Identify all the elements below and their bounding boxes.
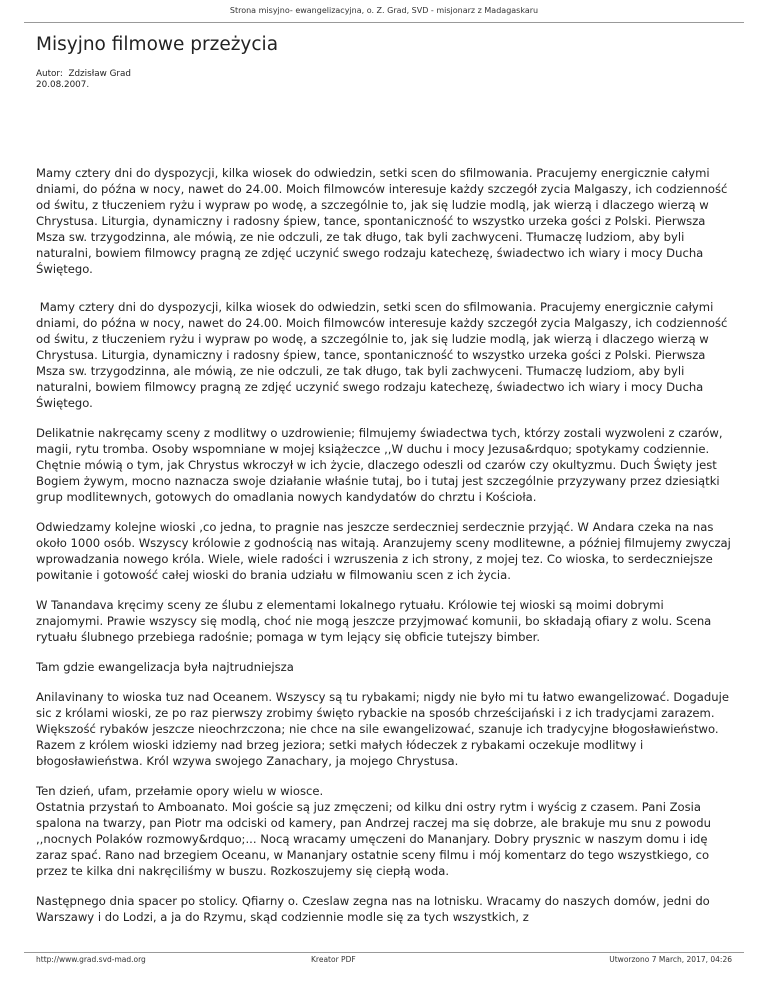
page-header: Strona misyjno- ewangelizacyjna, o. Z. Grad, SVD - misjonarz z Madagaskaru — [229, 6, 539, 15]
article-body — [36, 165, 734, 939]
paragraph: Mamy cztery dni do dyspozycji, kilka wiosek do odwiedzin, setki scen do sfilmowania. Pracujemy energicznie całymi dniami, do późna w nocy, nawet do 24.00. Moich filmowców interesuje każdy szczegół zycia Malgaszy, ich codzienność od świtu, z tłuczeniem ryżu i wypraw po wodę, a szczególnie to, jak się ludzie modlą, jak wierzą i dlaczego wierzą w Chrystusa. Liturgia, dynamiczny i radosny śpiew, tance, spontaniczność to wszystko urzeka gości z Polski. Pierwsza Msza sw. trzygodzinna, ale mówią, ze nie odczuli, ze tak długo, tak byli zachwyceni. Tłumaczę ludziom, aby byli naturalni, bowiem filmowcy pragną ze zdjęć uczynić swego rodzaju katechezę, świadectwo ich wiary i mocy Ducha Świętego. — [36, 166, 728, 276]
paragraph: Odwiedzamy kolejne wioski ,co jedna, to pragnie nas jeszcze serdeczniej serdecznie przyjąć. W Andara czeka na nas około 1000 osób. Wszyscy królowie z godnością nas witają. Aranzujemy sceny modlitewne, a później filmujemy zwyczaj wprowadzania nowego króla. Wiele, wiele radości i wzruszenia z ich strony, z mojej tez. Co wioska, to serdeczniejsze powitanie i gotowość całej wioski do brania udziału w filmowaniu scen z ich życia. — [36, 520, 731, 582]
article-meta — [36, 69, 131, 91]
paragraph: W Tanandava kręcimy sceny ze ślubu z elementami lokalnego rytuału. Królowie tej wioski są moimi dobrymi znajomymi. Prawie wszyscy się modlą, choć nie mogą jeszcze przyjmować komunii, bo składają ofiary z wolu. Scena rytuału ślubnego przebiega radośnie; pomaga w tym lejący się obficie tutejszy bimber. — [36, 598, 712, 644]
paragraph: Anilavinany to wioska tuz nad Oceanem. Wszyscy są tu rybakami; nigdy nie było mi tu łatwo ewangelizować. Dogaduje sic z królami wioski, ze po raz pierwszy zrobimy święto rybackie na sposób chrześcijański i z ich tradycjami zarazem. Większość rybaków jeszcze nieochrzczona; nie chce na sile ewangelizować, szanuje ich tradycyjne błogosławieństwo. Razem z królem wioski idziemy nad brzeg jeziora; setki małych łódeczek z rybakami oczekuje modlitwy i błogosławieństwa. Król wzywa swojego Zanachary, ja mojego Chrystusa. — [36, 690, 729, 768]
paragraph: Mamy cztery dni do dyspozycji, kilka wiosek do odwiedzin, setki scen do sfilmowania. Pracujemy energicznie całymi dniami, do późna w nocy, nawet do 24.00. Moich filmowców interesuje każdy szczegół zycia Malgaszy, ich codzienność od świtu, z tłuczeniem ryżu i wypraw po wodę, a szczególnie to, jak się ludzie modlą, jak wierzą i dlaczego wierzą w Chrystusa. Liturgia, dynamiczny i radosny śpiew, tance, spontaniczność to wszystko urzeka gości z Polski. Pierwsza Msza sw. trzygodzinna, ale mówią, ze nie odczuli, ze tak długo, tak byli zachwyceni. Tłumaczę ludziom, aby byli naturalni, bowiem filmowcy pragną ze zdjęć uczynić swego rodzaju katechezę, świadectwo ich wiary i mocy Ducha Świętego. — [36, 300, 732, 410]
footer-divider — [24, 952, 744, 953]
paragraph: Ten dzień, ufam, przełamie opory wielu w wiosce. Ostatnia przystań to Amboanato. Moi goście są juz zmęczeni; od kilku dni ostry rytm i wyścig z czasem. Pani Zosia spalona na twarzy, pan Piotr ma odciski od kamery, pan Andrzej raczej ma się dobrze, ale brakuje mu snu z powodu ,,nocnych Polaków rozmowy&rdquo;... Nocą wracamy umęczeni do Mananjary. Dobry prysznic w naszym domu i idę zaraz spać. Rano nad brzegiem Oceanu, w Mananjary ostatnie sceny filmu i mój komentarz do tego wszystkiego, co przez te kilka dni nakręciliśmy w buszu. Rozkoszujemy się ciepłą woda. — [36, 784, 711, 878]
header-divider — [24, 22, 744, 23]
paragraph: Następnego dnia spacer po stolicy. Qfiarny o. Czeslaw zegna nas na lotnisku. Wracamy do naszych domów, jedni do Warszawy i do Lodzi, a ja do Rzymu, skąd codziennie modle się za tych wszystkich, z — [36, 894, 710, 924]
paragraph: Delikatnie nakręcamy sceny z modlitwy o uzdrowienie; filmujemy świadectwa tych, którzy zostali wyzwoleni z czarów, magii, rytu tromba. Osoby wspomniane w mojej książeczce ,,W duchu i mocy Jezusa&rdquo; spotykamy codziennie. Chętnie mówią o tym, jak Chrystus wkroczył w ich życie, dlaczego odeszli od czarów czy okultyzmu. Duch Święty jest Bogiem żywym, mocno naznacza swoje działanie właśnie tutaj, bo i tutaj jest szczególnie przyzywany przez dziesiątki grup modlitewnych, gotowych do omadlania nowych kandydatów do chrztu i Kościoła. — [36, 426, 723, 504]
article-title: Misyjno filmowe przeżycia — [36, 34, 279, 55]
section-heading: Tam gdzie ewangelizacja była najtrudniejsza — [36, 660, 294, 674]
article-date: 20.08.2007. — [36, 80, 90, 90]
footer-url: http://www.grad.svd-mad.org — [36, 955, 146, 964]
footer-creator: Kreator PDF — [311, 955, 356, 964]
footer-created-date: Utworzono 7 March, 2017, 04:26 — [609, 955, 732, 964]
author-line: Autor: Zdzisław Grad — [36, 69, 131, 79]
